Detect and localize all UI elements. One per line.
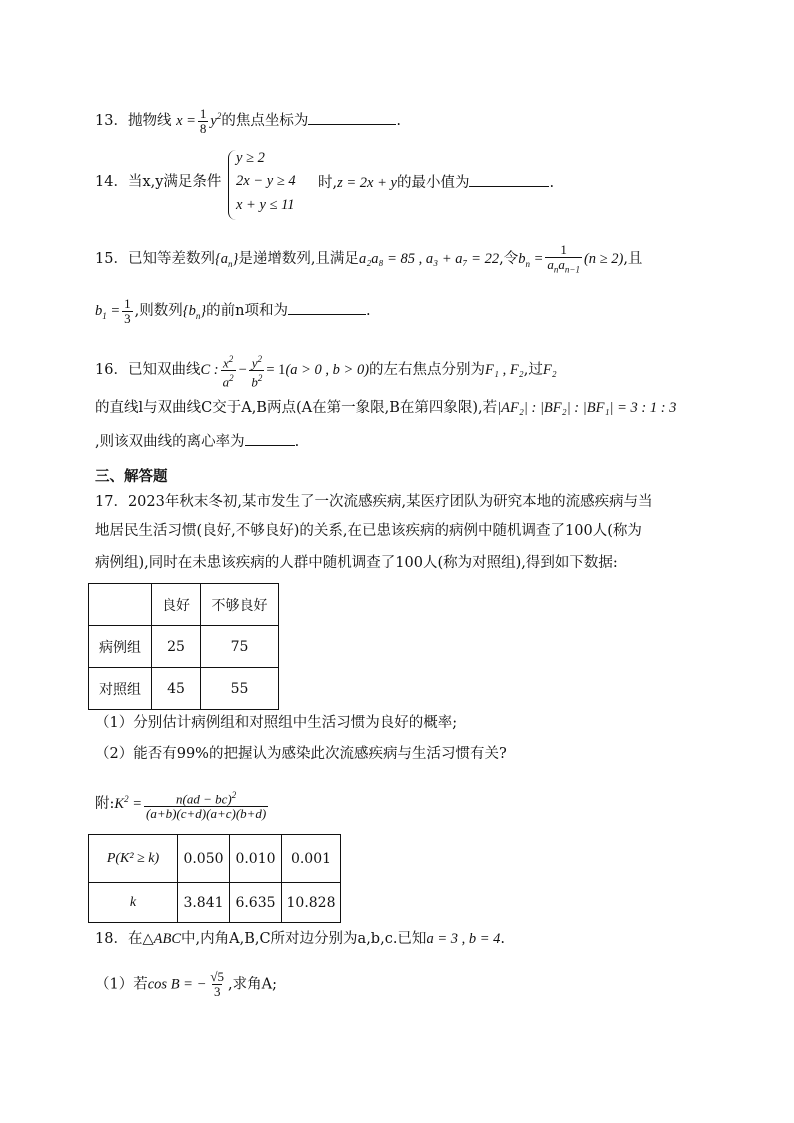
question-text: 中,内角A,B,C所对边分别为a,b,c.已知: [181, 931, 427, 947]
question-18: [95, 929, 505, 949]
question-number: 15．: [95, 251, 128, 268]
question-text: 已知等差数列: [127, 251, 215, 268]
constraint-1: y ≥ 2: [236, 150, 265, 166]
question-17-sub1: （1）分别估计病例组和对照组中生活习惯为良好的概率;: [95, 715, 458, 731]
question-14: [95, 172, 221, 192]
question-15-line2: [95, 297, 371, 326]
question-text: ,求角A;: [228, 976, 277, 993]
question-18-sub1: [95, 970, 277, 999]
question-text: 当x,y满足条件: [127, 174, 222, 190]
question-text: ,则该双曲线的离心率为: [95, 434, 245, 450]
question-17-line1: 17．2023年秋末冬初,某市发生了一次流感疾病,某医疗团队为研究本地的流感疾病与当: [95, 494, 653, 510]
formula: $K^2$ = $\frac{n(ad - bc)^2}{(a+b)(c+d)(a+c)(b+d)}$: [114, 790, 267, 822]
question-17-sub2: （2）能否有99%的把握认为感染此次流感疾病与生活习惯有关?: [95, 746, 507, 762]
question-text: 的左右焦点分别为: [369, 362, 486, 379]
formula: |AF₂| : |BF₂| : |BF₁| = 3 : 1 : 3: [497, 400, 677, 416]
table-cell: 75: [201, 626, 279, 668]
question-text: 18．在: [95, 931, 143, 947]
table-cell: 45: [152, 668, 201, 710]
question-text: 的直线l与双曲线C交于A,B两点(A在第一象限,B在第四象限),若: [95, 400, 498, 416]
table-cell: 0.001: [282, 835, 341, 883]
question-17-line2: 地居民生活习惯(良好,不够良好)的关系,在已患该疾病的病例中随机调查了100人(称为: [95, 523, 642, 539]
table-cell: 10.828: [282, 883, 341, 923]
period: .: [500, 931, 505, 947]
formula: a₂a₈ = 85 , a₃ + a₇ = 22: [358, 251, 500, 268]
formula: x = $\frac{1}{8}$ $y^2$: [176, 106, 222, 136]
question-number: 13．: [95, 112, 128, 129]
period: .: [396, 112, 401, 129]
question-14-tail: [318, 172, 554, 193]
period: .: [366, 302, 371, 319]
formula: (n ≥ 2): [583, 251, 624, 268]
question-text: 的焦点坐标为: [221, 112, 309, 129]
formula: $\frac{√5}{3}$: [210, 969, 225, 999]
table-cell: 0.050: [178, 835, 230, 883]
table-cell: P(K² ≥ k): [89, 835, 178, 883]
question-text: 的前n项和为: [206, 302, 288, 319]
table-cell: 55: [201, 668, 279, 710]
table-cell: 25: [152, 626, 201, 668]
question-text: ,则数列: [134, 302, 183, 319]
data-table: [88, 583, 279, 710]
question-number: 16．: [95, 362, 128, 379]
formula: F₁ , F₂: [485, 362, 524, 379]
question-text: （1）若: [95, 976, 148, 993]
period: .: [294, 434, 300, 450]
question-number: 14．: [95, 174, 128, 190]
question-text: 时,: [318, 175, 338, 191]
question-16-line1: [95, 352, 557, 390]
formula: $\{b_n\}$: [182, 302, 207, 321]
table-cell: 0.010: [230, 835, 282, 883]
formula: (a > 0 , b > 0): [285, 362, 370, 379]
formula-label: 附:: [95, 795, 115, 812]
table-cell: 对照组: [89, 668, 152, 710]
formula: a = 3 , b = 4: [426, 931, 501, 947]
formula: z = 2x + y: [337, 175, 397, 191]
constraint-3: x + y ≤ 11: [236, 197, 295, 213]
formula-line: [95, 788, 270, 821]
formula: $b_1$ = $\frac{1}{3}$: [95, 296, 131, 326]
formula: $\{a_n\}$: [214, 251, 239, 270]
formula: △ABC: [142, 931, 181, 947]
table-header: [89, 584, 152, 626]
question-text: ,过: [523, 362, 543, 379]
question-13: [95, 106, 401, 136]
question-16-line2: [95, 398, 676, 418]
table-cell: 6.635: [230, 883, 282, 923]
question-text: 是递增数列,且满足: [238, 251, 359, 268]
question-text: ,且: [623, 251, 643, 268]
table-header: 良好: [152, 584, 201, 626]
table-cell: k: [89, 883, 178, 923]
question-16-line3: [95, 431, 299, 452]
table-cell: 3.841: [178, 883, 230, 923]
question-17-line3: 病例组),同时在未患该疾病的人群中随机调查了100人(称为对照组),得到如下数据:: [95, 555, 618, 571]
answer-blank[interactable]: [245, 431, 295, 446]
constraint-2: 2x − y ≥ 4: [236, 173, 296, 189]
formula: $b_n$ = $\frac{1}{a_na_{n-1}}$: [518, 242, 580, 275]
question-text: 抛物线: [127, 112, 172, 129]
question-text: 的最小值为: [396, 175, 470, 191]
question-15-line1: [95, 243, 642, 277]
answer-blank[interactable]: [288, 300, 366, 315]
section-heading: 三、解答题: [95, 469, 168, 485]
table-cell: 病例组: [89, 626, 152, 668]
answer-blank[interactable]: [469, 172, 549, 187]
answer-blank[interactable]: [308, 110, 396, 125]
formula: cos B = −: [147, 976, 207, 993]
formula: F₂: [542, 362, 557, 379]
period: .: [549, 175, 555, 191]
formula: C : $\frac{x^2}{a^2}$ − $\frac{y^2}{b^2}$ = 1: [200, 354, 286, 390]
table-header: 不够良好: [201, 584, 279, 626]
critical-value-table: [88, 834, 341, 923]
question-text: ,令: [499, 251, 519, 268]
question-text: 已知双曲线: [127, 362, 201, 379]
